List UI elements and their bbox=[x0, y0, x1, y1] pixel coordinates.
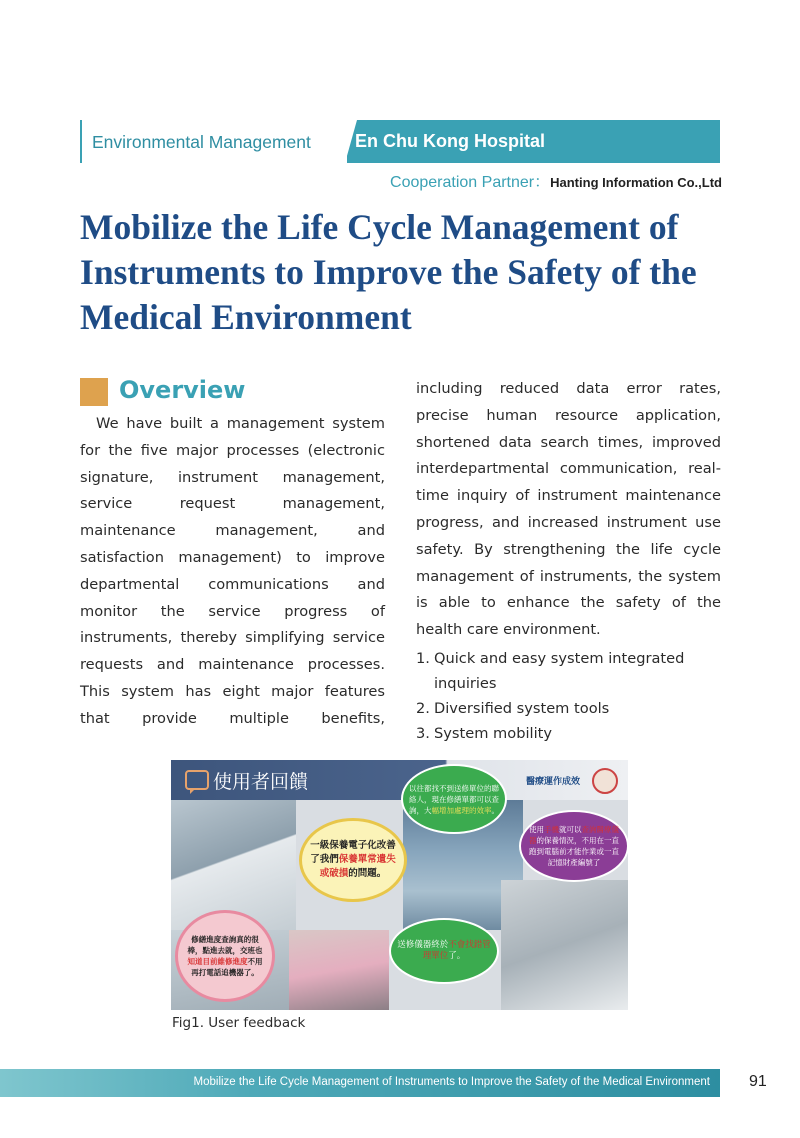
figure-badge: 醫療運作成效 bbox=[525, 777, 580, 787]
overview-heading: Overview bbox=[119, 376, 246, 404]
bubble-text: 了。 bbox=[448, 951, 466, 961]
overview-paragraph-left: We have built a management system for the five major processes (electronic signature, instrument management, service request management, maintenance management, and satisfaction management) to improve departmental communications and monitor the service progress of instruments, thereby simplifying service requests and maintenance processes. This system has eight major features that provide multiple benefits, bbox=[80, 415, 385, 727]
partner-name: Hanting Information Co.,Ltd bbox=[550, 175, 722, 190]
bubble-text-highlight: 保養單常遺失或破損 bbox=[319, 854, 396, 879]
figure-title: 使用者回饋 bbox=[213, 771, 309, 793]
page-number: 91 bbox=[749, 1073, 767, 1090]
list-item bbox=[416, 721, 721, 746]
user-feedback-figure bbox=[171, 760, 628, 1010]
feedback-bubble-yellow bbox=[299, 818, 407, 902]
list-item-number: 1. bbox=[416, 649, 430, 667]
bubble-text-highlight: 手機 bbox=[544, 825, 559, 834]
bubble-text: 修繕進度查詢真的很棒，點進去就，交班也 bbox=[187, 935, 263, 955]
left-column bbox=[80, 376, 385, 733]
bubble-text: 一級保養電子化改善了我們 bbox=[310, 840, 396, 865]
bubble-text-highlight: 不會找錯管理單位 bbox=[422, 940, 491, 961]
hospital-name: En Chu Kong Hospital bbox=[355, 131, 545, 151]
bubble-text-highlight: 幅增加處理的效率 bbox=[431, 805, 492, 815]
section-label: Environmental Management bbox=[92, 132, 311, 152]
bubble-text: 使用 bbox=[529, 825, 544, 834]
bubble-text: 不用再打電話追機器了。 bbox=[191, 957, 263, 977]
hospital-logo-icon bbox=[592, 768, 618, 794]
list-item bbox=[416, 696, 721, 721]
list-item-number: 3. bbox=[416, 724, 430, 742]
list-item-text: Quick and easy system integrated inquiries bbox=[434, 649, 685, 692]
photo-staff-phone bbox=[501, 880, 628, 1010]
footer-band bbox=[0, 1069, 720, 1097]
list-item-text: Diversified system tools bbox=[434, 699, 610, 717]
partner-label: Cooperation Partner： bbox=[390, 174, 551, 191]
photo-nurse-device bbox=[289, 930, 389, 1010]
bubble-text: 的問題。 bbox=[348, 868, 387, 879]
bubble-text: 就可以 bbox=[559, 825, 582, 834]
section-label-box bbox=[80, 120, 347, 163]
bubble-text-highlight: 知道目前維修進度 bbox=[187, 957, 248, 966]
bubble-text: 。 bbox=[491, 805, 499, 815]
article-title: Mobilize the Life Cycle Management of Instruments to Improve the Safety of the Medical Environment bbox=[80, 207, 697, 337]
feedback-bubble-purple bbox=[519, 810, 628, 882]
figure-title-bar bbox=[171, 760, 628, 800]
bubble-text: 送修儀器終於 bbox=[397, 940, 449, 950]
cooperation-partner bbox=[390, 169, 722, 192]
list-item-text: System mobility bbox=[434, 724, 552, 742]
bubble-text: 以往都找不到送修單位的聯絡人，現在修繕單都可以查詢，大 bbox=[409, 783, 499, 815]
bubble-text: 的保養情況，不用在一直跑到電腦前才能作業或一直記憶財產編號了 bbox=[529, 836, 619, 867]
feature-list bbox=[416, 646, 721, 746]
feedback-bubble-green-bottom bbox=[389, 918, 499, 984]
list-item-number: 2. bbox=[416, 699, 430, 717]
overview-heading-row bbox=[80, 376, 385, 410]
chat-bubble-icon bbox=[185, 770, 209, 790]
bubble-text-highlight: 查詢醫療儀器 bbox=[529, 825, 619, 845]
figure-caption: Fig1. User feedback bbox=[172, 1015, 306, 1031]
feedback-bubble-green-top bbox=[401, 764, 507, 834]
footer-running-title: Mobilize the Life Cycle Management of Instruments to Improve the Safety of the Medical Environment bbox=[193, 1076, 710, 1088]
header-band bbox=[80, 120, 720, 163]
heading-square-icon bbox=[80, 378, 108, 406]
right-column bbox=[416, 376, 721, 746]
list-item bbox=[416, 646, 721, 696]
overview-paragraph-right: including reduced data error rates, precise human resource application, shortened data search times, improved interdepartmental communication, real-time inquiry of instrument maintenance progress, and increased instrument use safety. By strengthening the life cycle management of instruments, the system is able to enhance the safety of the health care environment. bbox=[416, 380, 721, 639]
feedback-bubble-pink bbox=[175, 910, 275, 1002]
